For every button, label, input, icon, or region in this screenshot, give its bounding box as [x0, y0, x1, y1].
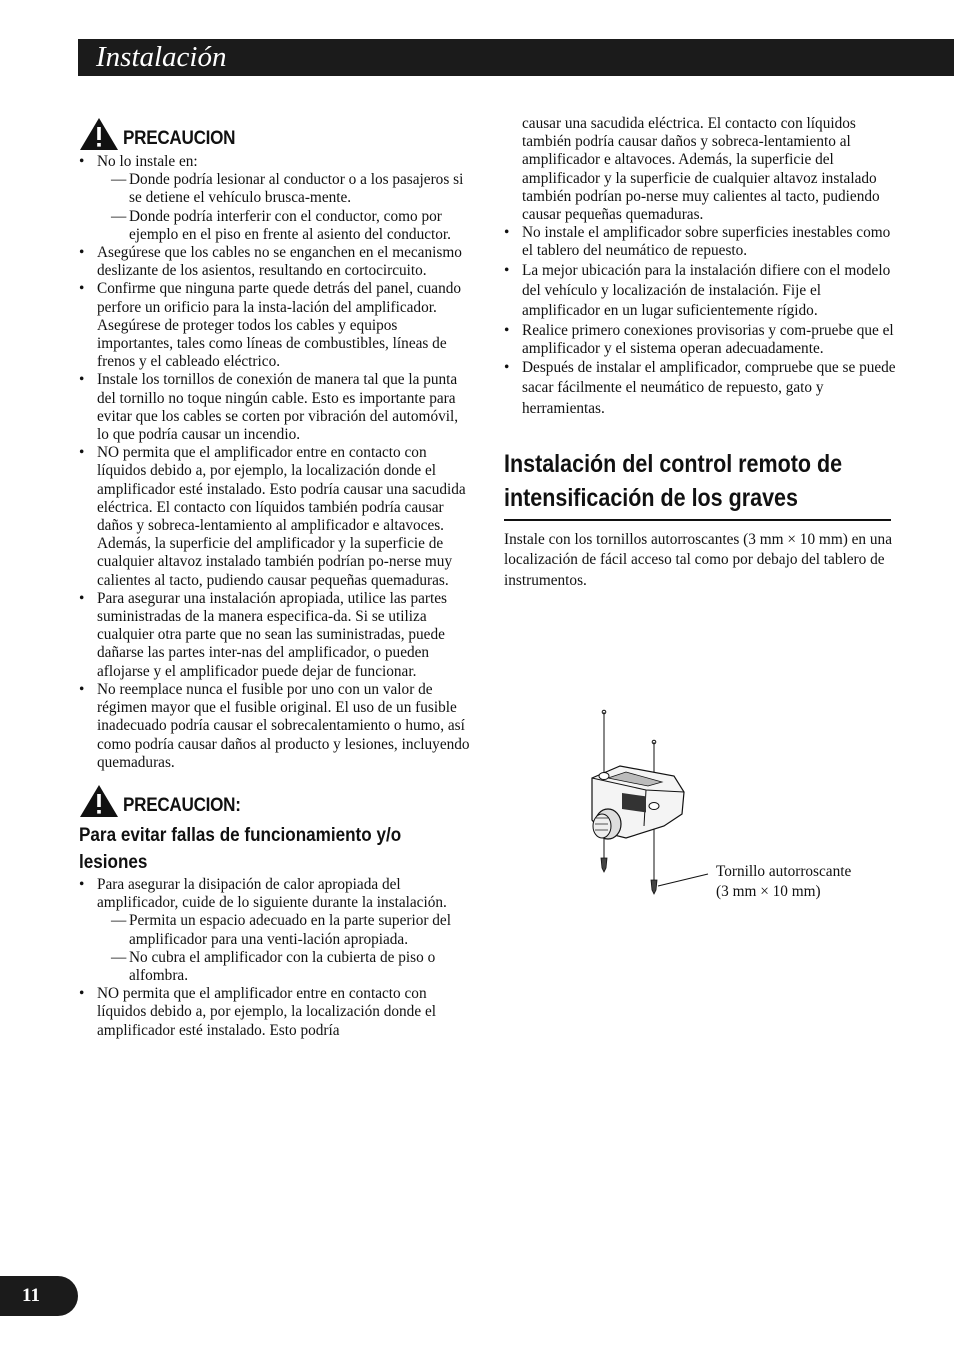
caution-label: PRECAUCION [123, 127, 236, 149]
figure-caption: Tornillo autorroscante (3 mm × 10 mm) [716, 863, 852, 900]
section-title: Instalación del control remoto de intensificación de los graves [504, 449, 843, 512]
page-number: 11 [0, 1276, 78, 1316]
list-item: • No reemplace nunca el fusible por uno con un valor de régimen mayor que el fusible original. El uso de un fusible inadecuado podría causar el sobrecalentamiento o humo, así como podría causar daños al producto y lesiones, incluyendo quemaduras. [79, 681, 471, 772]
list-item: • Después de instalar el amplificador, compruebe que se puede sacar fácilmente el neumático de repuesto, gato y herramientas. [504, 358, 896, 419]
section-rule [504, 519, 891, 521]
page-title: Instalación [96, 41, 227, 73]
list-item-continuation: causar una sacudida eléctrica. El contacto con líquidos también podría causar daños y sobreca-lentamiento al amplificador e altavoces. Además, la superficie del amplificador y la superficie de cualquier altavoz instalado también podrían po-nerse muy calientes al tacto, pudiendo causar pequeñas quemaduras. [522, 115, 880, 224]
right-column [504, 115, 896, 591]
list-item: — Permita un espacio adecuado en la parte superior del amplificador para una venti-lación apropiada. [111, 912, 471, 948]
sub-list [97, 912, 471, 985]
caution-heading-2 [79, 784, 471, 818]
list-item: • NO permita que el amplificador entre en contacto con líquidos debido a, por ejemplo, la localización donde el amplificador esté instalado. Esto podría [79, 985, 471, 1040]
list-item: — Donde podría lesionar al conductor o a los pasajeros si se detiene el vehículo brusca-mente. [111, 171, 471, 207]
subheading: Para evitar fallas de funcionamiento y/o lesiones [79, 824, 402, 873]
list-item: • Para asegurar una instalación apropiada, utilice las partes suministradas de la manera especifica-da. Si se utiliza cualquier otra parte que no sean las suministradas, puede dañarse las partes inter-nas del amplificador, o pueden aflojarse y el amplificador puede dejar de funcionar. [79, 590, 471, 681]
caution-heading [79, 117, 471, 151]
caution-list-3 [504, 224, 896, 419]
caution-list-2 [79, 876, 471, 1040]
list-item: • Realice primero conexiones provisorias y com-pruebe que el amplificador y el sistema operan adecuadamente. [504, 322, 896, 358]
list-item: — No cubra el amplificador con la cubierta de piso o alfombra. [111, 949, 471, 985]
list-item: • Confirme que ninguna parte quede detrás del panel, cuando perfore un orificio para la insta-lación del amplificador. Asegúrese de proteger todos los cables y equipos importantes, tales como líneas de combustibles, líneas de frenos y el cableado eléctrico. [79, 280, 471, 371]
header-bar [78, 39, 954, 76]
list-item: • La mejor ubicación para la instalación difiere con el modelo del vehículo y localización de instalación. Fije el amplificador en un lugar suficientemente rígido. [504, 261, 896, 322]
sub-list [97, 171, 471, 244]
left-column [79, 117, 471, 1040]
list-item: — Donde podría interferir con el conductor, como por ejemplo en el piso en frente al asiento del conductor. [111, 208, 471, 244]
list-item: • NO permita que el amplificador entre en contacto con líquidos debido a, por ejemplo, la localización donde el amplificador esté instalado. Esto podría causar una sacudida eléctrica. El contacto con líquidos también podría causar daños y sobreca-lentamiento al amplificador e altavoces. Además, la superficie del amplificador y la superficie de cualquier altavoz instalado también podrían po-nerse muy calientes al tacto, pudiendo causar pequeñas quemaduras. [79, 444, 471, 590]
list-item: • No lo instale en: — Donde podría lesionar al conductor o a los pasajeros si se detiene el vehículo brusca-mente. — Donde podría interferir con el conductor, como por ejemplo en el piso en frente al asiento del conductor. [79, 153, 471, 244]
section-body: Instale con los tornillos autorroscantes (3 mm × 10 mm) en una localización de fácil acceso tal como por debajo del tablero de instrumentos. [504, 530, 892, 589]
list-item: • Para asegurar la disipación de calor apropiada del amplificador, cuide de lo siguiente durante la instalación. — Permita un espacio adecuado en la parte superior del amplificador para una venti-lación apropiada. — No cubra el amplificador con la cubierta de piso o alfombra. [79, 876, 471, 985]
section [504, 447, 896, 592]
warning-triangle-icon [79, 784, 119, 818]
list-item: • Asegúrese que los cables no se enganchen en el mecanismo deslizante de los asientos, resultando en cortocircuito. [79, 244, 471, 280]
caution-label: PRECAUCION: [123, 794, 241, 816]
caution-list [79, 153, 471, 772]
list-item: • No instale el amplificador sobre superficies inestables como el tablero del neumático de repuesto. [504, 224, 896, 260]
warning-triangle-icon [79, 117, 119, 151]
list-item: • Instale los tornillos de conexión de manera tal que la punta del tornillo no toque ningún cable. Esto es importante para evitar que los cables se corten por vibración del automóvil, lo que podría causar un incendio. [79, 371, 471, 444]
